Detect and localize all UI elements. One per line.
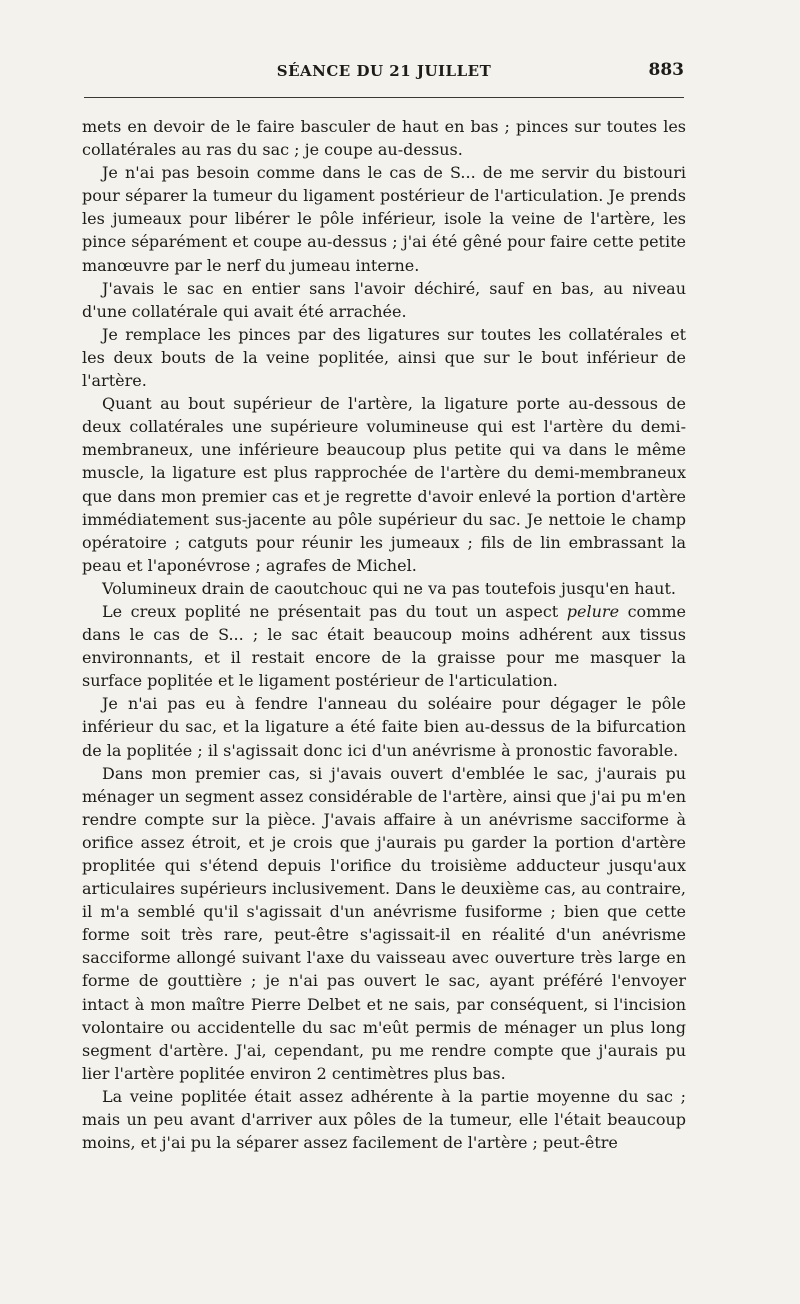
paragraph: Volumineux drain de caoutchouc qui ne va pas toutefois jusqu'en haut. [102,578,676,598]
paragraph: J'avais le sac en entier sans l'avoir déchiré, sauf en bas, au niveau d'une collatérale qui avait été arrachée. [82,278,686,321]
paragraph: La veine poplitée était assez adhérente à la partie moyenne du sac ; mais un peu avant d'arriver aux pôles de la tumeur, elle l'était beaucoup moins, et j'ai pu la séparer assez facilement de l'artère ; peut-être [82,1086,686,1153]
page-number: 883 [648,60,684,80]
paragraph [82,600,686,692]
paragraph: Dans mon premier cas, si j'avais ouvert d'emblée le sac, j'aurais pu ménager un segment assez considérable de l'artère, ainsi que j'ai pu m'en rendre compte sur la pièce. J'avais affaire à un anévrisme sacciforme à orifice assez étroit, et je crois que j'aurais pu garder la portion d'artère proplitée qui s'étend depuis l'orifice du troisième adducteur jusqu'aux articulaires supérieurs inclusivement. Dans le deuxième cas, au contraire, il m'a semblé qu'il s'agissait d'un anévrisme fusiforme ; bien que cette forme soit très rare, peut-être s'agissait-il en réalité d'un anévrisme sacciforme allongé suivant l'axe du vaisseau avec ouverture très large en forme de gouttière ; je n'ai pas ouvert le sac, ayant préféré l'envoyer intact à mon maître Pierre Delbet et ne sais, par conséquent, si l'incision volontaire ou accidentelle du sac m'eût permis de ménager un plus long segment d'artère. J'ai, cependant, pu me rendre compte que j'aurais pu lier l'artère poplitée environ 2 centimètres plus bas. [82,763,686,1083]
running-title: SÉANCE DU 21 JUILLET [276,62,492,80]
paragraph-text: comme dans le cas de S... ; le sac était beaucoup moins adhérent aux tissus environnants, et il restait encore de la graisse pour me masquer la surface poplitée et le ligament postérieur de l'articulation. [82,601,686,691]
paragraph: Je remplace les pinces par des ligatures sur toutes les collatérales et les deux bouts de la veine poplitée, ainsi que sur le bout inférieur de l'artère. [82,324,686,391]
body-text [82,115,686,1154]
header-rule [84,97,684,98]
paragraph-text: Le creux poplité ne présentait pas du tout un aspect [102,601,567,621]
paragraph: Je n'ai pas besoin comme dans le cas de S... de me servir du bistouri pour séparer la tumeur du ligament postérieur de l'articulation. Je prends les jumeaux pour libérer le pôle inférieur, isole la veine de l'artère, les pince séparément et coupe au-dessus ; j'ai été gêné pour faire cette petite manœuvre par le nerf du jumeau interne. [82,163,686,275]
running-header [84,60,684,84]
paragraph: mets en devoir de le faire basculer de haut en bas ; pinces sur toutes les collatérales au ras du sac ; je coupe au-dessus. [82,117,686,160]
paragraph: Je n'ai pas eu à fendre l'anneau du soléaire pour dégager le pôle inférieur du sac, et la ligature a été faite bien au-dessus de la bifurcation de la poplitée ; il s'agissait donc ici d'un anévrisme à pronostic favorable. [82,694,686,760]
paragraph: Quant au bout supérieur de l'artère, la ligature porte au-dessous de deux collatérales une supérieure volumineuse qui est l'artère du demi-membraneux, une inférieure beaucoup plus petite qui va dans le même muscle, la ligature est plus rapprochée de l'artère du demi-membraneux que dans mon premier cas et je regrette d'avoir enlevé la portion d'artère immédiatement sus-jacente au pôle supérieur du sac. Je nettoie le champ opératoire ; catguts pour réunir les jumeaux ; fils de lin embrassant la peau et l'aponévrose ; agrafes de Michel. [82,394,686,575]
italic-term: pelure [566,601,620,621]
